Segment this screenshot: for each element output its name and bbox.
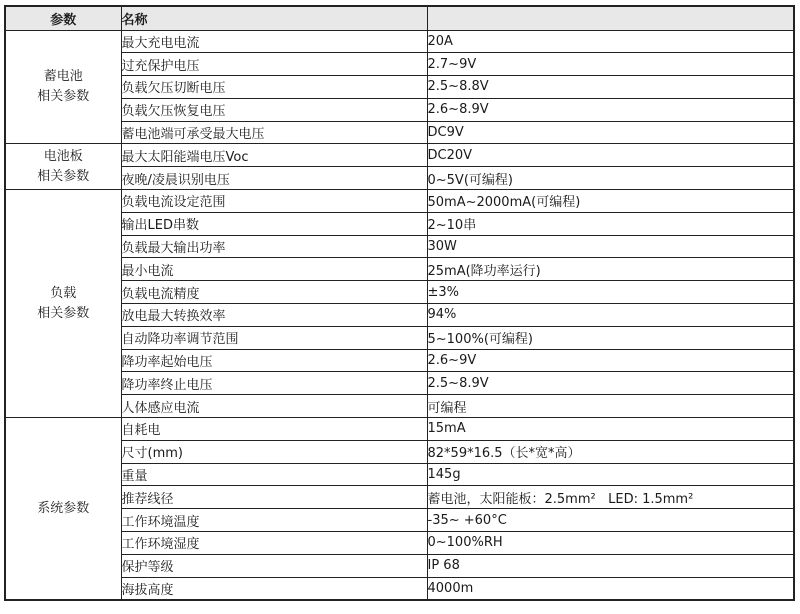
table-row [5,76,794,99]
section-label-system [5,418,121,600]
param-value: 50mA~2000mA(可编程) [427,190,794,213]
param-value: 145g [427,463,794,486]
header-cell-name: 名称 [121,6,427,30]
param-value: ±3% [427,281,794,304]
param-name: 蓄电池端可承受最大电压 [121,121,427,144]
table-row [5,304,794,327]
param-value: 2~10串 [427,212,794,235]
param-value: 20A [427,30,794,53]
param-name: 输出LED串数 [121,212,427,235]
param-name: 降功率终止电压 [121,372,427,395]
table-row [5,395,794,418]
table-row [5,509,794,532]
param-value: 25mA(降功率运行) [427,258,794,281]
param-name: 海拔高度 [121,577,427,600]
table-row [5,144,794,167]
param-value: 蓄电池，太阳能板：2.5mm² LED: 1.5mm² [427,486,794,509]
table-row [5,30,794,53]
table-header-row [5,6,794,30]
table-row [5,121,794,144]
table-row [5,486,794,509]
table-row [5,418,794,441]
table-row [5,281,794,304]
table-row [5,349,794,372]
section-label-line: 蓄电池 [43,69,83,85]
section-label-line: 相关参数 [37,168,90,184]
table-row [5,258,794,281]
table-row [5,212,794,235]
section-label-line: 电池板 [43,149,83,165]
param-value: 0~100%RH [427,532,794,555]
section-label-line: 负载 [50,286,77,302]
table-row [5,440,794,463]
param-name: 负载电流精度 [121,281,427,304]
param-name: 人体感应电流 [121,395,427,418]
param-name: 夜晚/凌晨识别电压 [121,167,427,190]
param-name: 自动降功率调节范围 [121,326,427,349]
param-value: 94% [427,304,794,327]
param-name: 保护等级 [121,554,427,577]
param-value: 15mA [427,418,794,441]
param-name: 工作环境温度 [121,509,427,532]
section-label-line: 相关参数 [37,305,90,321]
param-name: 最大太阳能端电压Voc [121,144,427,167]
param-name: 最小电流 [121,258,427,281]
table-row [5,326,794,349]
param-value: DC9V [427,121,794,144]
section-label-line: 系统参数 [37,500,90,516]
spec-table [4,5,795,601]
param-name: 重量 [121,463,427,486]
section-label-panel [5,144,121,190]
param-name: 放电最大转换效率 [121,304,427,327]
spec-table-container [4,5,795,601]
param-value: DC20V [427,144,794,167]
table-row [5,532,794,555]
param-name: 过充保护电压 [121,53,427,76]
param-name: 尺寸(mm) [121,440,427,463]
param-name: 负载欠压切断电压 [121,76,427,99]
param-name: 负载电流设定范围 [121,190,427,213]
table-row [5,372,794,395]
table-row [5,235,794,258]
section-label-battery [5,30,121,144]
header-cell-value [427,6,794,30]
param-value: 2.6~8.9V [427,98,794,121]
param-name: 降功率起始电压 [121,349,427,372]
param-name: 负载欠压恢复电压 [121,98,427,121]
param-value: IP 68 [427,554,794,577]
table-row [5,577,794,600]
param-value: 82*59*16.5（长*宽*高） [427,440,794,463]
param-name: 自耗电 [121,418,427,441]
param-value: 30W [427,235,794,258]
param-value: 2.7~9V [427,53,794,76]
table-row [5,53,794,76]
table-row [5,190,794,213]
header-cell-param: 参数 [5,6,121,30]
param-name: 负载最大输出功率 [121,235,427,258]
table-row [5,167,794,190]
param-value: 0~5V(可编程) [427,167,794,190]
table-row [5,554,794,577]
param-value: 可编程 [427,395,794,418]
param-name: 最大充电电流 [121,30,427,53]
table-row [5,98,794,121]
param-value: -35~ +60°C [427,509,794,532]
param-value: 2.6~9V [427,349,794,372]
section-label-line: 相关参数 [37,88,90,104]
param-value: 2.5~8.8V [427,76,794,99]
param-value: 4000m [427,577,794,600]
param-value: 2.5~8.9V [427,372,794,395]
param-name: 工作环境湿度 [121,532,427,555]
section-label-load [5,190,121,418]
param-value: 5~100%(可编程) [427,326,794,349]
table-row [5,463,794,486]
param-name: 推荐线径 [121,486,427,509]
